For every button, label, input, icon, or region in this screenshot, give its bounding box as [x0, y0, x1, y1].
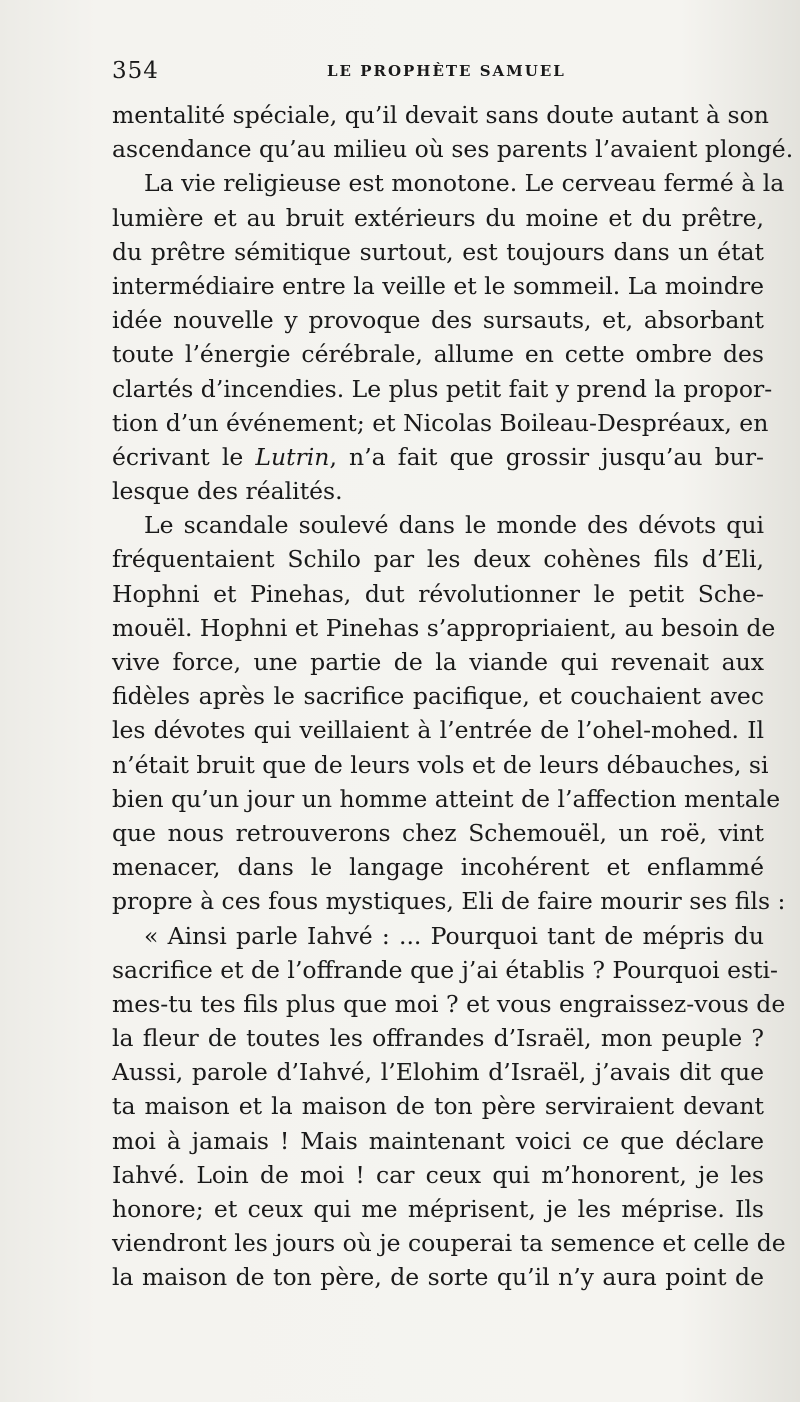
text-line: les dévotes qui veillaient à l’entrée de l’ohel-mohed. Il: [112, 716, 764, 745]
text-line: mentalité spéciale, qu’il devait sans doute autant à son: [112, 101, 769, 129]
text-line: fidèles après le sacrifice pacifique, et couchaient avec: [112, 682, 764, 711]
text-line: ascendance qu’au milieu où ses parents l’avaient plongé.: [112, 135, 794, 164]
text-line: Hophni et Pinehas, dut révolutionner le petit Sche-: [112, 579, 764, 608]
text-line: [112, 440, 764, 474]
text-line-end: , n’a fait que grossir jusqu’au bur-: [329, 442, 764, 471]
text-line: n’était bruit que de leurs vols et de leurs débauches, si: [112, 750, 769, 779]
text-line: la fleur de toutes les offrandes d’Israël, mon peuple ?: [112, 1024, 764, 1053]
text-line: lumière et au bruit extérieurs du moine et du prêtre,: [112, 203, 764, 232]
text-line: lesque des réalités.: [112, 477, 343, 506]
italic-title-lutrin: Lutrin: [255, 442, 330, 471]
text-line: la maison de ton père, de sorte qu’il n’y aura point de: [112, 1263, 764, 1292]
text-line: ta maison et la maison de ton père serviraient devant: [112, 1092, 764, 1121]
body-text: [112, 98, 794, 1295]
text-line: clartés d’incendies. Le plus petit fait y prend la propor-: [112, 374, 773, 403]
text-line: Iahvé. Loin de moi ! car ceux qui m’honorent, je les: [112, 1160, 764, 1189]
text-line: propre à ces fous mystiques, Eli de faire mourir ses fils :: [112, 887, 786, 916]
text-line: La vie religieuse est monotone. Le cerveau fermé à la: [144, 169, 785, 198]
text-line: que nous retrouverons chez Schemouël, un roë, vint: [112, 818, 764, 847]
text-line: vive force, une partie de la viande qui revenait aux: [112, 648, 764, 676]
text-line: mes-tu tes fils plus que moi ? et vous engraissez-vous de: [112, 989, 786, 1018]
text-line-start: écrivant le: [112, 442, 256, 471]
text-line: Aussi, parole d’Iahvé, l’Elohim d’Israël, j’avais dit que: [112, 1058, 764, 1087]
text-line: tion d’un événement; et Nicolas Boileau-Despréaux, en: [112, 408, 769, 437]
text-line: honore; et ceux qui me méprisent, je les méprise. Ils: [112, 1195, 764, 1223]
text-line: mouël. Hophni et Pinehas s’appropriaient, au besoin de: [112, 613, 776, 642]
text-line: idée nouvelle y provoque des sursauts, et, absorbant: [112, 306, 764, 335]
text-line: viendront les jours où je couperai ta semence et celle de: [112, 1229, 786, 1258]
text-line: menacer, dans le langage incohérent et enflammé: [112, 853, 764, 882]
text-line: fréquentaient Schilo par les deux cohènes fils d’Eli,: [112, 545, 764, 574]
text-line: sacrifice et de l’offrande que j’ai établis ? Pourquoi esti-: [112, 955, 778, 984]
running-title: LE PROPHÈTE SAMUEL: [327, 62, 566, 80]
text-line: bien qu’un jour un homme atteint de l’affection mentale: [112, 784, 781, 813]
text-line: moi à jamais ! Mais maintenant voici ce que déclare: [112, 1126, 764, 1155]
text-line: du prêtre sémitique surtout, est toujours dans un état: [112, 237, 764, 266]
page-number: 354: [112, 58, 159, 84]
text-line: « Ainsi parle Iahvé : ... Pourquoi tant de mépris du: [144, 921, 764, 950]
text-line: toute l’énergie cérébrale, allume en cette ombre des: [112, 340, 764, 369]
text-line: Le scandale soulevé dans le monde des dévots qui: [144, 511, 764, 540]
text-line: intermédiaire entre la veille et le sommeil. La moindre: [112, 271, 765, 300]
page-header: [112, 58, 762, 88]
